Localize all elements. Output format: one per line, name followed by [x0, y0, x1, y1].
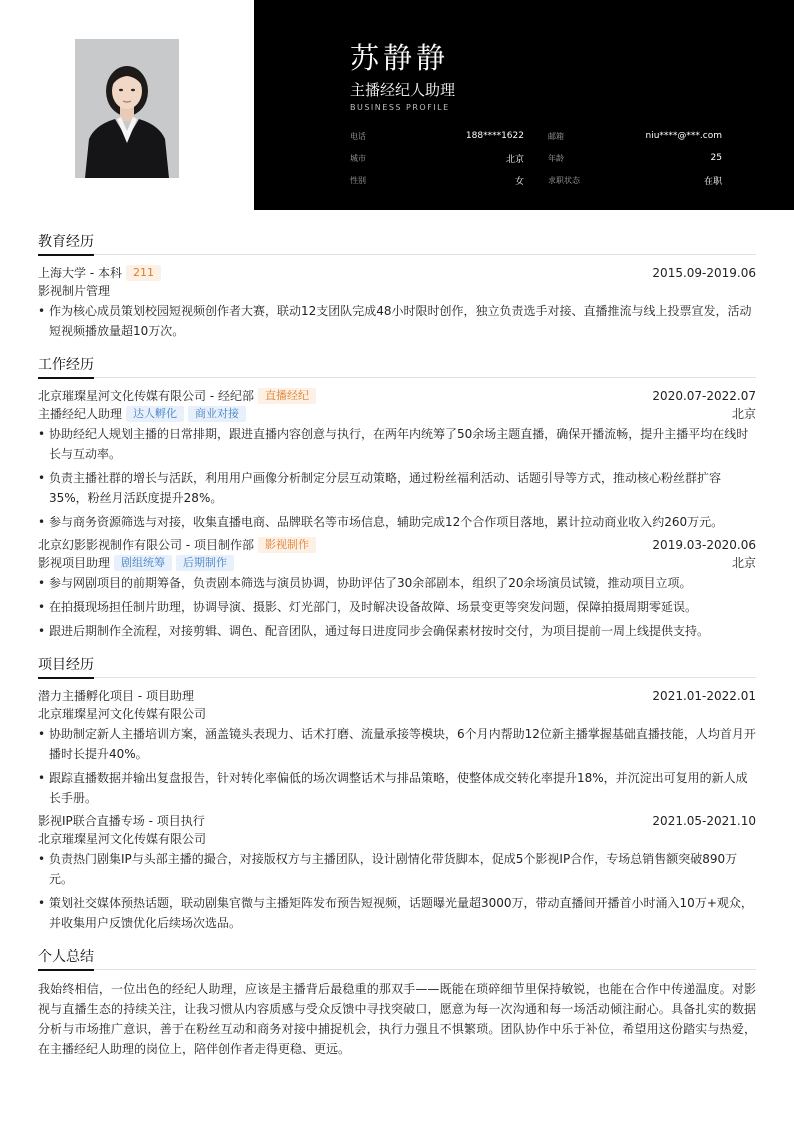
project-row: [38, 812, 756, 830]
project-bullets: [38, 849, 756, 933]
bullet-item: • 跟踪直播数据并输出复盘报告，针对转化率偏低的场次调整话术与排品策略，使整体成交转化率提升18%，并沉淀出可复用的新人成长手册。: [38, 768, 756, 808]
projects-section: [38, 653, 756, 933]
info-age: [548, 153, 722, 164]
education-bullets: [38, 301, 756, 341]
project-company-row: [38, 705, 756, 723]
bullet-item: • 参与网剧项目的前期筹备，负责剧本筛选与演员协调，协助评估了30余部剧本，组织了20余场演员试镜，推动项目立项。: [38, 573, 756, 593]
info-row: [350, 169, 722, 191]
section-title: 项目经历: [38, 655, 94, 679]
education-date: 2015.09-2019.06: [652, 266, 756, 280]
profile-photo: [75, 39, 179, 178]
major-row: [38, 282, 756, 300]
school-name: 上海大学 - 本科: [38, 266, 122, 280]
info-value: 北京: [505, 154, 524, 165]
photo-area: [0, 0, 254, 210]
section-title: 个人总结: [38, 947, 94, 971]
bullet-item: • 跟进后期制作全流程，对接剪辑、调色、配音团队，通过每日进度同步会确保素材按时交付，为项目提前一周上线提供支持。: [38, 621, 756, 641]
summary-text: 我始终相信，一位出色的经纪人助理，应该是主播背后最稳重的那双手——既能在琐碎细节里保持敏锐，也能在合作中传递温度。对影视与直播生态的持续关注，让我习惯从内容质感与受众反馈中寻找突破口，愿意为每一次沟通和每一场活动倾注耐心。具备扎实的数据分析与市场推广意识，善于在粉丝互动和商务对接中捕捉机会，执行力强且不惧繁琐。团队协作中乐于补位，希望用这份踏实与热爱，在主播经纪人助理的岗位上，陪伴创作者走得更稳、更远。: [38, 982, 756, 1056]
project-date: 2021.05-2021.10: [652, 814, 756, 828]
company-tag: 直播经纪: [258, 388, 316, 404]
company-row: [38, 387, 756, 405]
work-entry: [38, 536, 756, 641]
info-label: 性别: [350, 175, 366, 185]
role-wrap: [38, 405, 246, 423]
company-tag: 影视制作: [258, 537, 316, 553]
company-wrap: [38, 536, 316, 554]
info-gender: [350, 174, 524, 187]
project-company-row: [38, 830, 756, 848]
contact-info-grid: [350, 125, 722, 191]
profile-subtitle: BUSINESS PROFILE: [350, 103, 450, 112]
project-name: 影视IP联合直播专场 - 项目执行: [38, 814, 205, 828]
info-city: [350, 152, 524, 165]
profile-header: [254, 0, 794, 210]
project-date: 2021.01-2022.01: [652, 689, 756, 703]
info-row: [350, 147, 722, 169]
info-label: 邮箱: [548, 131, 564, 141]
project-name: 潜力主播孵化项目 - 项目助理: [38, 689, 194, 703]
project-entry: [38, 812, 756, 933]
section-header: [38, 653, 756, 678]
role-tag: 后期制作: [176, 555, 234, 571]
work-bullets: [38, 424, 756, 532]
work-city: 北京: [731, 407, 756, 421]
bullet-item: • 作为核心成员策划校园短视频创作者大赛，联动12支团队完成48小时限时创作，独立负责选手对接、直播推流与线上投票宣发，活动短视频播放量超10万次。: [38, 301, 756, 341]
project-row: [38, 687, 756, 705]
company-name: 北京幻影影视制作有限公司 - 项目制作部: [38, 538, 254, 552]
work-entry: [38, 387, 756, 532]
info-label: 电话: [350, 131, 366, 141]
major: 影视制片管理: [38, 284, 111, 298]
bullet-item: • 策划社交媒体预热话题，联动剧集官微与主播矩阵发布预告短视频，话题曝光量超3000万，带动直播间开播首小时涌入10万+观众，并收集用户反馈优化后续场次选品。: [38, 893, 756, 933]
bullet-item: • 参与商务资源筛选与对接，收集直播电商、品牌联名等市场信息，辅助完成12个合作项目落地，累计拉动商业收入约260万元。: [38, 512, 756, 532]
role-tag: 达人孵化: [126, 406, 184, 422]
info-email: [548, 131, 722, 142]
bullet-item: • 协助经纪人规划主播的日常排期，跟进直播内容创意与执行，在两年内统筹了50余场主题直播，确保开播流畅，提升主播平均在线时长与互动率。: [38, 424, 756, 464]
role-row: [38, 405, 756, 423]
role-row: [38, 554, 756, 572]
info-label: 城市: [350, 153, 366, 163]
work-bullets: [38, 573, 756, 641]
info-value: niu****@***.com: [645, 131, 722, 141]
summary-section: [38, 945, 756, 1059]
role-tag: 剧组统筹: [114, 555, 172, 571]
role-name: 影视项目助理: [38, 556, 111, 570]
work-date: 2020.07-2022.07: [652, 389, 756, 403]
bullet-item: • 负责热门剧集IP与头部主播的撮合，对接版权方与主播团队，设计剧情化带货脚本，促成5个影视IP合作，专场总销售额突破890万元。: [38, 849, 756, 889]
info-label: 求职状态: [548, 175, 580, 185]
education-school-wrap: [38, 264, 161, 282]
role-name: 主播经纪人助理: [38, 407, 123, 421]
role-wrap: [38, 554, 234, 572]
info-row: [350, 125, 722, 147]
project-entry: [38, 687, 756, 808]
info-value: 在职: [703, 176, 722, 187]
section-header: [38, 945, 756, 970]
info-value: 188****1622: [465, 131, 524, 141]
work-date: 2019.03-2020.06: [652, 538, 756, 552]
info-job-status: [548, 174, 722, 187]
resume-content: [38, 230, 756, 1071]
info-value: 女: [514, 176, 524, 187]
work-section: [38, 353, 756, 641]
project-company: 北京璀璨星河文化传媒有限公司: [38, 832, 207, 846]
info-label: 年龄: [548, 153, 564, 163]
school-tag: 211: [126, 265, 161, 281]
candidate-name: 苏静静: [350, 41, 450, 75]
bullet-item: • 在拍摄现场担任制片助理，协调导演、摄影、灯光部门，及时解决设备故障、场景变更等突发问题，保障拍摄周期零延误。: [38, 597, 756, 617]
company-name: 北京璀璨星河文化传媒有限公司 - 经纪部: [38, 389, 254, 403]
company-wrap: [38, 387, 316, 405]
education-row: [38, 264, 756, 282]
company-row: [38, 536, 756, 554]
role-tag: 商业对接: [188, 406, 246, 422]
job-title: 主播经纪人助理: [350, 81, 456, 99]
work-city: 北京: [731, 556, 756, 570]
project-bullets: [38, 724, 756, 808]
bullet-item: • 负责主播社群的增长与活跃，利用用户画像分析制定分层互动策略，通过粉丝福利活动、话题引导等方式，推动核心粉丝群扩容35%，粉丝月活跃度提升28%。: [38, 468, 756, 508]
section-title: 教育经历: [38, 232, 94, 256]
section-header: [38, 230, 756, 255]
section-title: 工作经历: [38, 355, 94, 379]
info-phone: [350, 131, 524, 142]
bullet-item: • 协助制定新人主播培训方案，涵盖镜头表现力、话术打磨、流量承接等模块，6个月内帮助12位新主播掌握基础直播技能，人均首月开播时长提升40%。: [38, 724, 756, 764]
info-value: 25: [710, 153, 722, 163]
project-company: 北京璀璨星河文化传媒有限公司: [38, 707, 207, 721]
section-header: [38, 353, 756, 378]
education-section: [38, 230, 756, 341]
